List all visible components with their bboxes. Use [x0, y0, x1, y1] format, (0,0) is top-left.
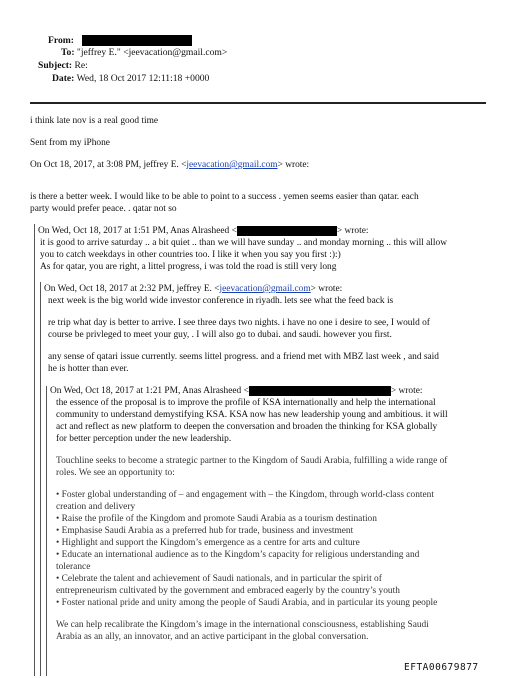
msg5-para1: for better perception under the new leadership. [56, 434, 232, 444]
msg5-bullet: entrepreneurism cultivated by the government and embraced eagerly by the country’s youth [56, 586, 400, 596]
attribution-text: > wrote: [390, 386, 423, 397]
msg5-bullet: • Emphasise Saudi Arabia as a preferred hub for trade, business and investment [56, 526, 354, 536]
msg5-para1: act and reflect as new platform to deepen the conversation and broaden the thinking for KSA globally [56, 422, 438, 432]
redaction-box [237, 226, 337, 236]
msg5-para2: Touchline seeks to become a strategic partner to the Kingdom of Saudi Arabia, fulfilling a wide range of [56, 456, 448, 466]
redaction-box [82, 35, 192, 46]
date-label: Date: [52, 73, 75, 84]
document-id: EFTA00679877 [404, 662, 479, 673]
redaction-box [249, 386, 391, 396]
msg2-line1: is there a better week. I would like to be able to point to a success . yemen seems easier than qatar. each [30, 192, 419, 202]
msg4-para3: any sense of qatari issue currently. seems littel progress. and a friend met with MBZ last week , and said [48, 352, 439, 362]
attribution-text: On Wed, Oct 18, 2017 at 2:32 PM, jeffrey E. < [44, 284, 220, 294]
attribution-text: > wrote: [310, 284, 343, 294]
msg4-para2: course be privleged to meet your guy, . I will also go to dubai. and saudi. however you first. [48, 330, 392, 340]
subject-label: Subject: [38, 60, 73, 71]
msg1-line2: Sent from my iPhone [30, 138, 110, 148]
header-from [48, 35, 192, 47]
msg5-bullet: • Raise the profile of the Kingdom and promote Saudi Arabia as a tourism destination [56, 514, 377, 524]
msg3-line: you to catch weekdays in other countries too. I like it when you say you first :):) [40, 250, 341, 260]
attribution-text: On Wed, Oct 18, 2017 at 1:21 PM, Anas Alrasheed < [50, 386, 249, 397]
msg3-attribution [38, 226, 368, 238]
header-date [52, 73, 209, 85]
msg5-para3: Arabia as an ally, an innovator, and an active participant in the global conversation. [56, 632, 369, 642]
attribution-text: On Wed, Oct 18, 2017 at 1:51 PM, Anas Alrasheed < [38, 226, 237, 237]
header-to [61, 47, 227, 59]
subject-value: Re: [74, 60, 88, 71]
msg5-bullet: • Highlight and support the Kingdom’s emergence as a centre for arts and culture [56, 538, 360, 548]
from-label: From: [48, 35, 74, 46]
msg5-bullet: tolerance [56, 562, 91, 572]
msg3-line: As for qatar, you are right, a littel progress, i was told the road is still very long [40, 262, 337, 272]
msg4-para2: re trip what day is better to arrive. I see three days two nights. i have no one i desire to see, I would of [48, 318, 430, 328]
msg5-para1: community to understand demystifying KSA. KSA now has new leadership young and ambitious. it will [56, 410, 448, 420]
header-subject [38, 60, 88, 72]
quote-bar-2 [40, 282, 41, 676]
quote-bar-3 [46, 386, 47, 676]
msg5-para3: We can help recalibrate the Kingdom’s image in the international consciousness, establishing Saudi [56, 620, 429, 630]
msg5-bullet: • Foster global understanding of – and engagement with – the Kingdom, through world-class content [56, 490, 434, 500]
quote-bar-1 [34, 224, 35, 676]
msg3-line: it is good to arrive saturday .. a bit quiet .. than we will have sunday .. and monday morning .. this will allow [40, 238, 447, 248]
msg1-attribution [30, 160, 309, 172]
msg5-para1: the essence of the proposal is to improve the profile of KSA internationally and help the international [56, 398, 436, 408]
email-link[interactable]: jeevacation@gmail.com [219, 284, 311, 294]
attribution-text: > wrote: [336, 226, 369, 237]
msg5-bullet: • Educate an international audience as to the Kingdom’s capacity for religious understanding and [56, 550, 420, 560]
msg5-attribution [50, 386, 422, 398]
to-label: To: [61, 47, 75, 58]
msg4-para3: he is hotter than ever. [48, 364, 129, 374]
msg5-bullet: • Foster national pride and unity among the people of Saudi Arabia, and in particular its young people [56, 598, 438, 608]
msg4-line1: next week is the big world wide investor conference in riyadh. lets see what the feed back is [48, 296, 394, 306]
attribution-text: > wrote: [277, 160, 310, 170]
date-value: Wed, 18 Oct 2017 12:11:18 +0000 [76, 73, 210, 84]
header-divider [30, 102, 486, 104]
email-link[interactable]: jeevacation@gmail.com [186, 160, 278, 170]
msg1-line1: i think late nov is a real good time [30, 116, 159, 126]
to-value: "jeffrey E." <jeevacation@gmail.com> [76, 47, 228, 58]
msg4-attribution [44, 284, 342, 296]
msg5-bullet: • Celebrate the talent and achievement of Saudi nationals, and in particular the spirit of [56, 574, 382, 584]
msg2-line2: party would prefer peace. . qatar not so [30, 204, 177, 214]
msg5-para2: roles. We see an opportunity to: [56, 468, 175, 478]
msg5-bullet: creation and delivery [56, 502, 136, 512]
attribution-text: On Oct 18, 2017, at 3:08 PM, jeffrey E. < [30, 160, 187, 170]
